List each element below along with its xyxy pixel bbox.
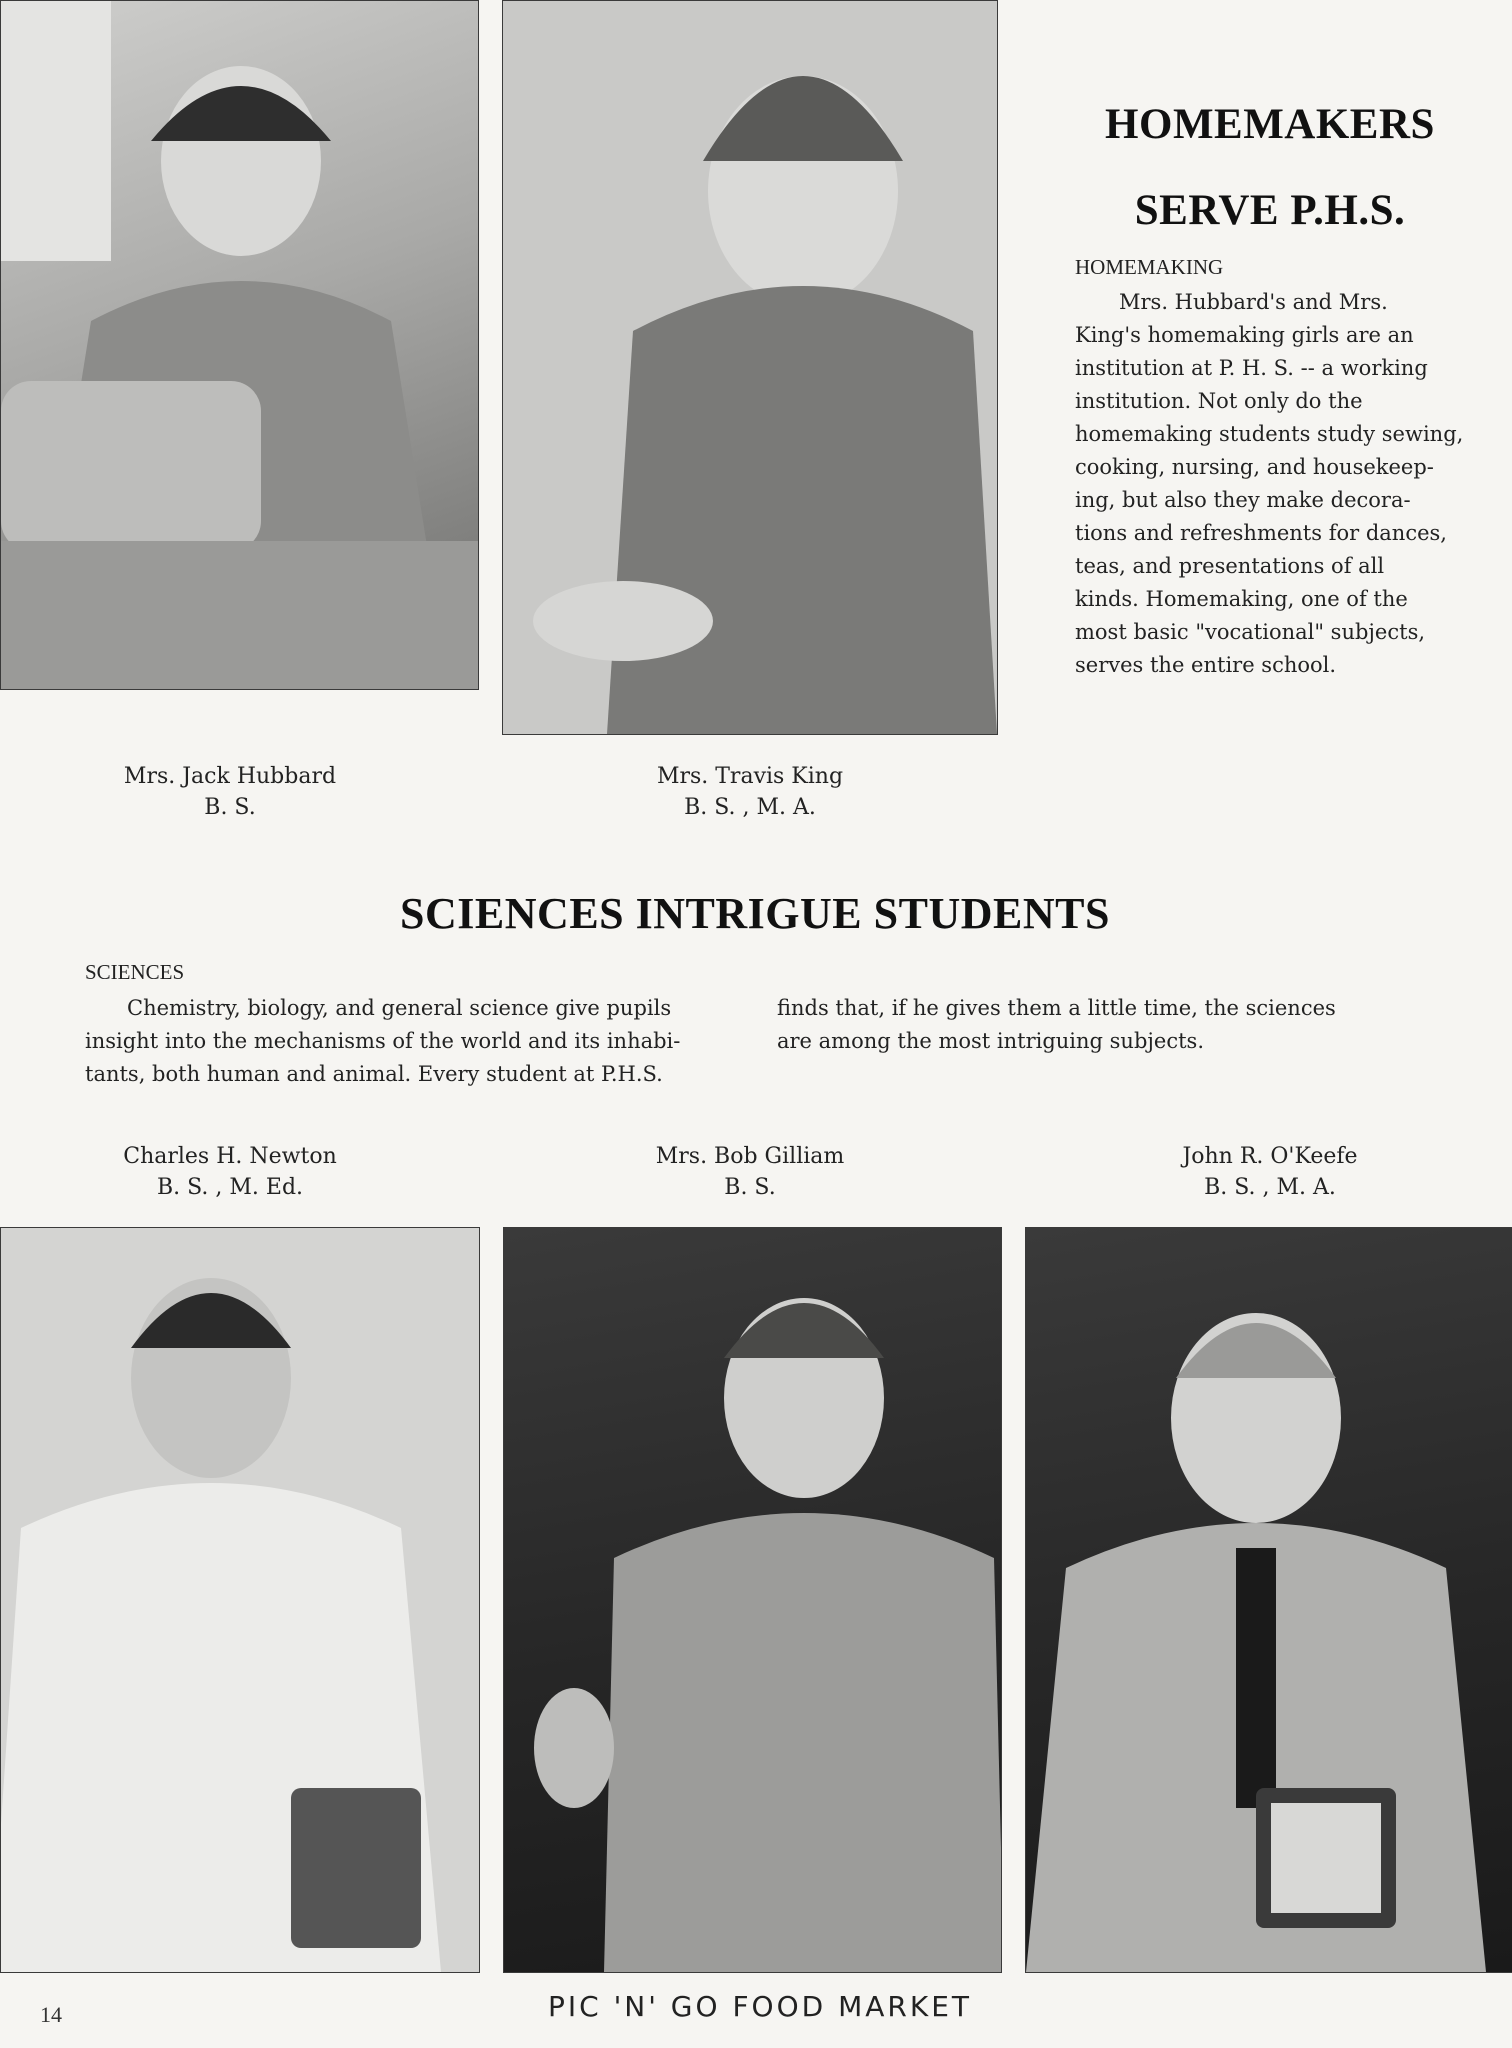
sciences-headline: SCIENCES INTRIGUE STUDENTS	[400, 889, 1110, 938]
teacher-name: Charles H. Newton	[123, 1144, 337, 1169]
sciences-section-label: SCIENCES	[85, 960, 185, 984]
teacher-name: Mrs. Bob Gilliam	[655, 1144, 845, 1169]
sciences-body-col1: Chemistry, biology, and general science give pupils insight into the mechanisms of the world and its inhabi- tants, both human and animal. Every student at P.H.S.	[85, 996, 681, 1086]
photo-bob-gilliam	[503, 1227, 1002, 1973]
caption-john-okeefe	[1130, 1141, 1410, 1203]
teacher-name: John R. O'Keefe	[1182, 1144, 1358, 1169]
caption-jack-hubbard	[90, 761, 370, 823]
photo-jack-hubbard	[0, 0, 479, 690]
homemakers-headline-line2: SERVE P.H.S.	[1134, 187, 1406, 234]
teacher-name: Mrs. Travis King	[656, 764, 844, 789]
homemakers-headline-line1: HOMEMAKERS	[1105, 101, 1435, 148]
photo-travis-king	[502, 0, 998, 735]
teacher-degree: B. S. , M. A.	[684, 795, 816, 820]
teacher-degree: B. S.	[204, 795, 256, 820]
homemaking-body-text: Mrs. Hubbard's and Mrs. King's homemaking girls are an institution at P. H. S. -- a working institution. Not only do the homemaking students study sewing, cooking, nursing, and housekeep- ing, but also they make decora- tions and refreshments for dances, teas, and presentations of all kinds. Homemaking, one of the most basic "vocational" subjects, serves the entire school.	[1075, 290, 1464, 677]
photo-charles-newton	[0, 1227, 480, 1973]
homemaking-section-label: HOMEMAKING	[1075, 255, 1224, 279]
page-number: 14	[40, 2002, 62, 2027]
caption-travis-king	[610, 761, 890, 823]
sponsor-footer: PIC 'N' GO FOOD MARKET	[547, 1990, 973, 2023]
photo-john-okeefe	[1025, 1227, 1512, 1973]
teacher-degree: B. S. , M. A.	[1204, 1175, 1336, 1200]
caption-bob-gilliam	[610, 1141, 890, 1203]
teacher-degree: B. S.	[724, 1175, 776, 1200]
caption-charles-newton	[90, 1141, 370, 1203]
sciences-body-col2: finds that, if he gives them a little time, the sciences are among the most intriguing subjects.	[777, 996, 1336, 1053]
teacher-name: Mrs. Jack Hubbard	[123, 764, 337, 789]
teacher-degree: B. S. , M. Ed.	[156, 1175, 304, 1200]
